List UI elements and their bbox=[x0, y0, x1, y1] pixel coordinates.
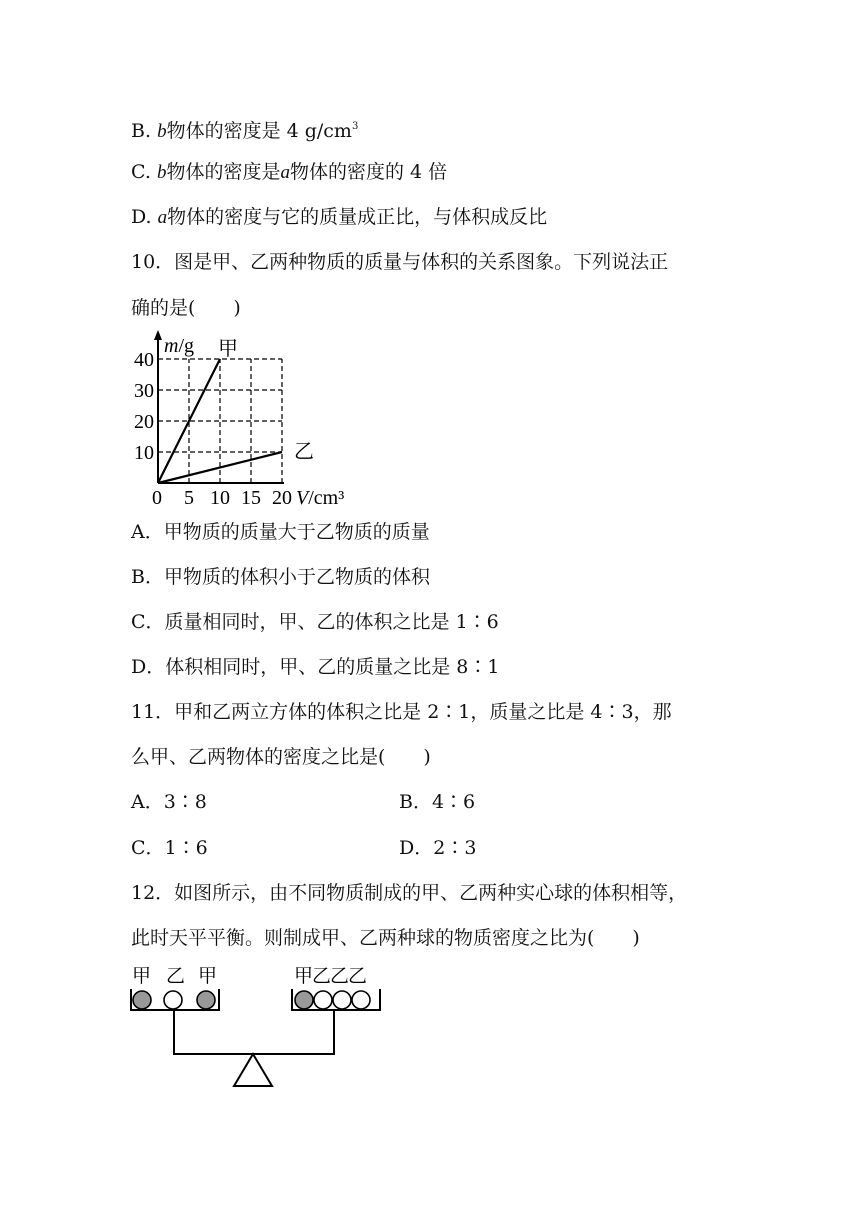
chart-grid bbox=[158, 359, 284, 483]
q11-option-b: B．4∶6 bbox=[399, 791, 476, 813]
q11-option-a: A．3∶8 bbox=[131, 791, 207, 813]
option-c-prev: C. b物体的密度是a物体的密度的 4 倍 bbox=[131, 161, 448, 183]
y-tick-label: 40 bbox=[134, 349, 154, 371]
left-pan-label-jia-2: 甲 bbox=[198, 966, 218, 987]
y-tick-label: 30 bbox=[134, 380, 154, 402]
q10-option-d: D．体积相同时，甲、乙的质量之比是 8∶1 bbox=[131, 656, 500, 678]
series-label-jia: 甲 bbox=[218, 338, 238, 360]
left-pan-label-yi: 乙 bbox=[166, 966, 186, 987]
y-tick-label: 10 bbox=[134, 442, 154, 464]
chart-series bbox=[158, 338, 314, 483]
x-tick-label: 10 bbox=[210, 487, 230, 508]
q11-stem-line1: 11．甲和乙两立方体的体积之比是 2∶1，质量之比是 4∶3，那 bbox=[131, 701, 672, 723]
balance-beam bbox=[174, 1010, 334, 1054]
x-tick-label: 5 bbox=[184, 487, 194, 508]
ball-jia bbox=[133, 991, 151, 1009]
ball-yi bbox=[333, 991, 351, 1009]
y-tick-label: 20 bbox=[134, 411, 154, 433]
fulcrum-triangle bbox=[234, 1054, 272, 1086]
option-d-prev: D. a物体的密度与它的质量成正比，与体积成反比 bbox=[131, 206, 548, 228]
y-axis-label: m/g bbox=[164, 335, 195, 357]
y-axis-arrow bbox=[154, 330, 162, 340]
q11-option-d: D．2∶3 bbox=[399, 837, 477, 859]
q11-option-c: C．1∶6 bbox=[131, 837, 208, 859]
origin-label: 0 bbox=[152, 487, 162, 508]
chart-axes bbox=[154, 330, 162, 483]
mass-volume-chart bbox=[128, 328, 368, 508]
q10-stem-line2: 确的是( ) bbox=[131, 297, 241, 319]
series-label-yi: 乙 bbox=[294, 441, 314, 463]
right-pan-labels: 甲乙乙乙 bbox=[294, 966, 367, 987]
q12-stem-line2: 此时天平平衡。则制成甲、乙两种球的物质密度之比为( ) bbox=[131, 927, 640, 949]
left-pan-label-jia-1: 甲 bbox=[132, 966, 152, 987]
q10-option-b: B．甲物质的体积小于乙物质的体积 bbox=[131, 566, 430, 588]
x-tick-label: 20 bbox=[272, 487, 292, 508]
q10-stem-line1: 10．图是甲、乙两种物质的质量与体积的关系图象。下列说法正 bbox=[131, 251, 669, 273]
x-axis-label: V/cm³ bbox=[296, 487, 345, 508]
q10-option-a: A．甲物质的质量大于乙物质的质量 bbox=[131, 521, 430, 543]
balance-figure bbox=[128, 962, 388, 1092]
option-b-prev: B. b物体的密度是 4 $g/cm^3$ bbox=[131, 120, 359, 142]
q12-stem-line1: 12．如图所示，由不同物质制成的甲、乙两种实心球的体积相等， bbox=[131, 882, 688, 904]
ball-jia bbox=[197, 991, 215, 1009]
ball-yi bbox=[164, 991, 182, 1009]
q11-stem-line2: 么甲、乙两物体的密度之比是( ) bbox=[131, 746, 431, 768]
ball-jia bbox=[295, 991, 313, 1009]
ball-yi bbox=[352, 991, 370, 1009]
ball-yi bbox=[314, 991, 332, 1009]
q10-option-c: C．质量相同时，甲、乙的体积之比是 1∶6 bbox=[131, 611, 499, 633]
x-tick-label: 15 bbox=[241, 487, 261, 508]
